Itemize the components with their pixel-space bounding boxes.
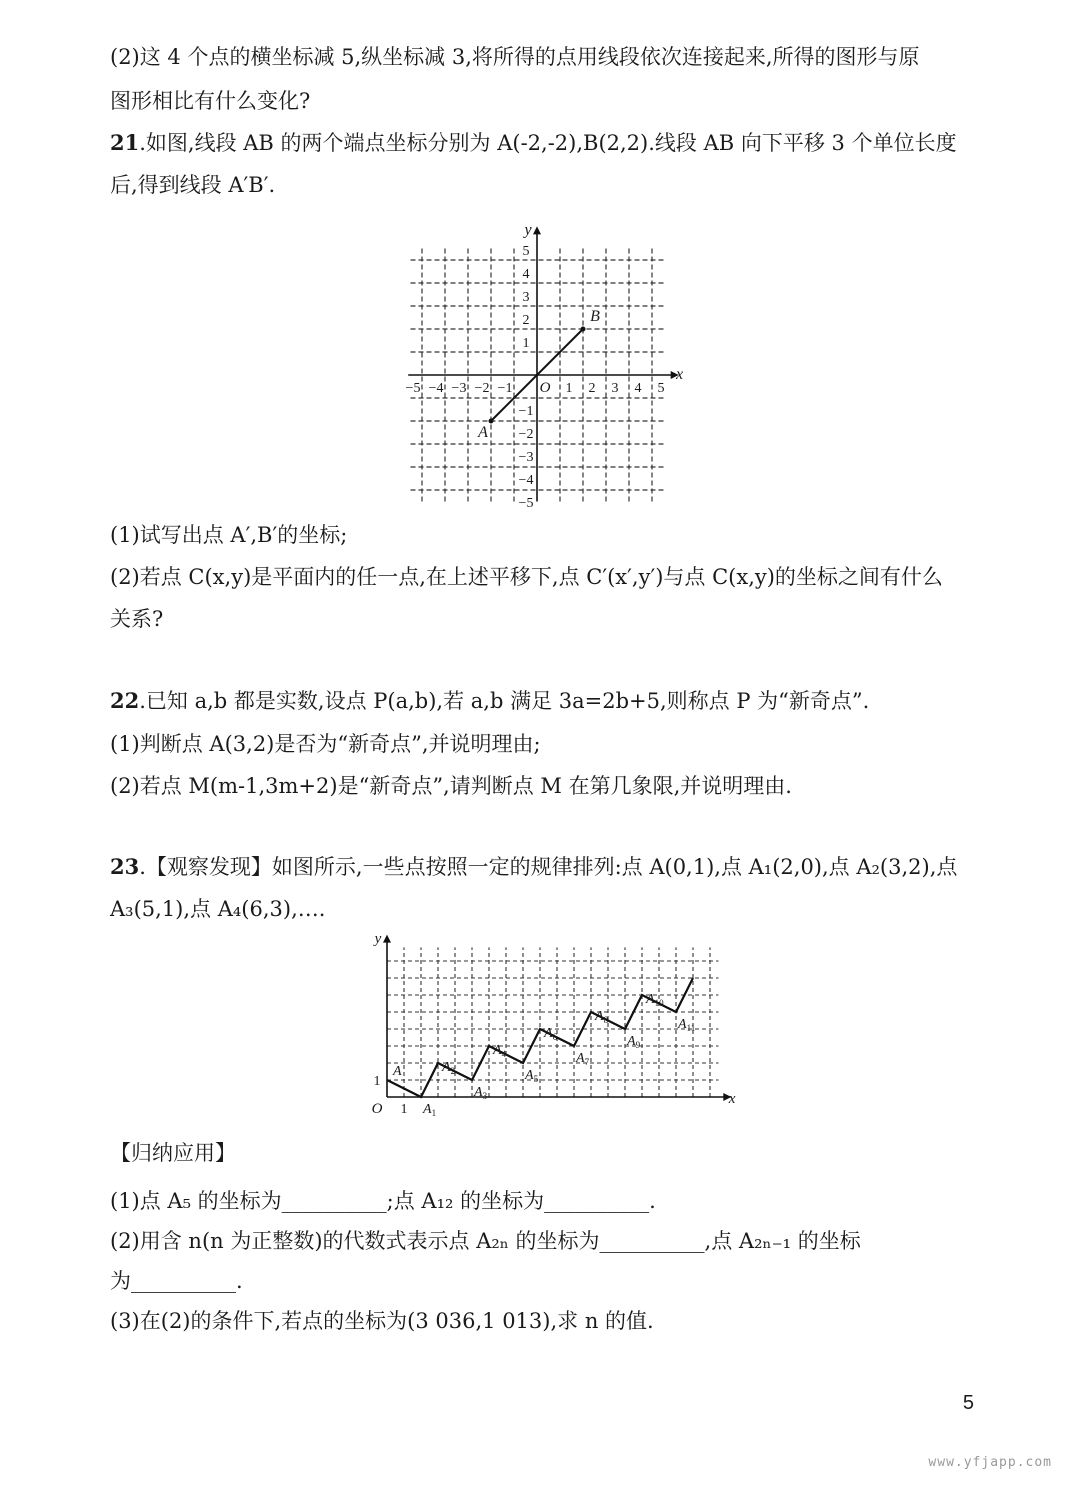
point-label-subscript: 11: [686, 1023, 696, 1033]
origin-label: O: [539, 380, 551, 396]
q20-line-1: (2)这 4 个点的横坐标减 5,纵坐标减 3,将所得的点用线段依次连接起来,所得的图形与原: [110, 45, 920, 69]
x-axis-label: x: [676, 366, 684, 383]
y-axis-arrow: [383, 935, 391, 943]
point-label-subscript: 6: [552, 1032, 558, 1042]
q21-text: .如图,线段 AB 的两个端点坐标分别为 A(-2,-2),B(2,2).线段 AB 向下平移 3 个单位长度: [139, 131, 957, 155]
point-a: [489, 419, 494, 424]
x-tick-label: 1: [565, 381, 573, 396]
point-b: [581, 327, 586, 332]
point-label-a6: $A_6$: [544, 1026, 558, 1042]
q21-number: 21: [110, 130, 140, 155]
point-label-subscript: 2: [450, 1066, 456, 1076]
q22-sub-1: (1)判断点 A(3,2)是否为“新奇点”,并说明理由;: [110, 732, 541, 756]
q22-sub-2: (2)若点 M(m-1,3m+2)是“新奇点”,请判断点 M 在第几象限,并说明理由.: [110, 774, 792, 798]
point-label-subscript: 9: [635, 1040, 641, 1050]
point-label-subscript: 3: [482, 1091, 488, 1101]
q22-text: .已知 a,b 都是实数,设点 P(a,b),若 a,b 满足 3a=2b+5,则称点 P 为“新奇点”.: [139, 689, 870, 713]
q21-line-2: 后,得到线段 A′B′.: [110, 173, 276, 197]
q23-line-1: [110, 852, 957, 882]
point-label-a10: $A_{10}$: [646, 992, 664, 1008]
point-label-a7: $A_7$: [576, 1051, 590, 1067]
point-label-subscript: 10: [654, 998, 664, 1008]
y-tick-label: 3: [522, 290, 530, 305]
q23-pattern-graph: [360, 930, 736, 1122]
y-tick-label: −5: [518, 496, 534, 511]
x-tick-label: 3: [611, 381, 619, 396]
y-tick-label: 4: [522, 267, 530, 282]
point-label-a4: $A_4$: [493, 1043, 507, 1059]
y-axis-label: y: [524, 221, 532, 239]
point-label-a11: $A_{11}$: [678, 1017, 696, 1033]
q21-sub-1: (1)试写出点 A′,B′的坐标;: [110, 523, 348, 547]
q21-sub-2-line-1: (2)若点 C(x,y)是平面内的任一点,在上述平移下,点 C′(x′,y′)与点 C(x,y)的坐标之间有什么: [110, 565, 943, 589]
point-label-subscript: 5: [533, 1074, 539, 1084]
point-label-subscript: 1: [431, 1108, 437, 1118]
x-tick-label: 2: [588, 381, 596, 396]
point-label-subscript: 7: [584, 1057, 590, 1067]
q22-line-1: [110, 686, 869, 716]
point-label-a9: $A_9$: [627, 1034, 641, 1050]
q23-sub-1: (1)点 A₅ 的坐标为__________;点 A₁₂ 的坐标为__________.: [110, 1189, 656, 1213]
x-axis-label: x: [728, 1091, 736, 1107]
x-tick-label-1: 1: [400, 1102, 408, 1117]
q23-section-heading: 【归纳应用】: [110, 1141, 236, 1165]
y-tick-label: −3: [518, 450, 534, 465]
point-label-a3: $A_3$: [474, 1085, 488, 1101]
x-tick-label: −2: [474, 381, 490, 396]
q22-number: 22: [110, 688, 140, 713]
watermark-text: www.yfjapp.com: [928, 1455, 1052, 1470]
q20-line-2: 图形相比有什么变化?: [110, 89, 311, 113]
y-tick-label-1: 1: [373, 1074, 381, 1089]
y-axis-label: y: [374, 930, 382, 947]
q21-coordinate-graph: [400, 210, 690, 511]
point-label-subscript: 8: [603, 1015, 609, 1025]
y-axis-arrow: [533, 226, 541, 234]
q23-number: 23: [110, 854, 140, 879]
x-tick-label: −3: [451, 381, 467, 396]
x-tick-label: 4: [634, 381, 642, 396]
point-b-label: B: [590, 308, 600, 325]
x-tick-label: −4: [428, 381, 444, 396]
q23-line-2: A₃(5,1),点 A₄(6,3),….: [110, 897, 326, 921]
q23-sub-2-line-1: (2)用含 n(n 为正整数)的代数式表示点 A₂ₙ 的坐标为__________,点 A₂ₙ₋₁ 的坐标: [110, 1229, 861, 1253]
x-tick-label: −5: [405, 381, 421, 396]
q23-sub-2-line-2: 为__________.: [110, 1269, 243, 1293]
point-label-subscript: 4: [501, 1049, 507, 1059]
point-label-a1: $A_1$: [423, 1102, 437, 1118]
y-tick-label: 2: [522, 313, 530, 328]
x-tick-label: −1: [497, 381, 513, 396]
y-tick-label: −1: [518, 404, 534, 419]
q21-line-1: [110, 128, 957, 158]
point-label-a: A: [393, 1064, 402, 1079]
y-tick-label: −2: [518, 427, 534, 442]
q23-sub-3: (3)在(2)的条件下,若点的坐标为(3 036,1 013),求 n 的值.: [110, 1309, 654, 1333]
point-a-label: A: [478, 424, 488, 441]
page-number: 5: [962, 1392, 974, 1414]
point-label-a8: $A_8$: [595, 1009, 609, 1025]
point-label-a2: $A_2$: [442, 1060, 456, 1076]
q23-text: .【观察发现】如图所示,一些点按照一定的规律排列:点 A(0,1),点 A₁(2,0),点 A₂(3,2),点: [139, 855, 958, 879]
origin-label: O: [371, 1101, 383, 1117]
x-tick-label: 5: [657, 381, 665, 396]
y-tick-label: 1: [522, 336, 530, 351]
point-label-a5: $A_5$: [525, 1068, 539, 1084]
y-tick-label: 5: [522, 244, 530, 259]
q21-sub-2-line-2: 关系?: [110, 607, 164, 631]
y-tick-label: −4: [518, 473, 534, 488]
